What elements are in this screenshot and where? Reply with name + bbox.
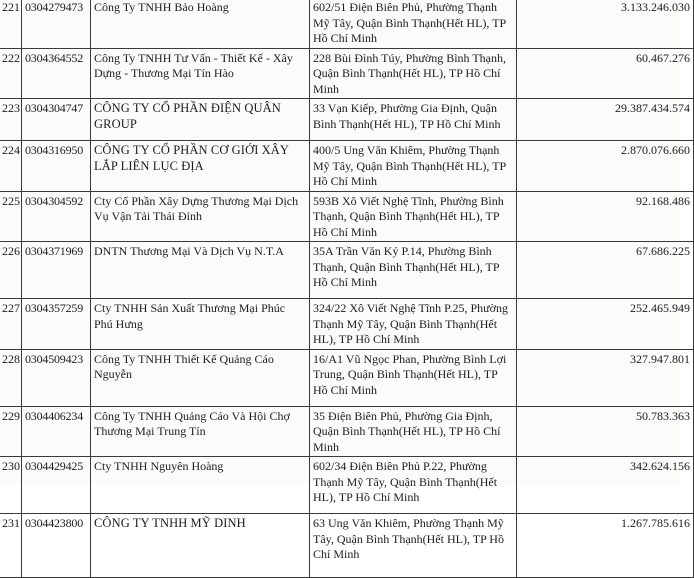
company-name: DNTN Thương Mại Và Dịch Vụ N.T.A (91, 242, 310, 299)
row-number: 223 (0, 99, 22, 141)
row-number: 221 (0, 0, 22, 48)
debt-amount: 92.168.486 (517, 191, 694, 242)
tax-code: 0304371969 (22, 242, 91, 299)
row-number: 227 (0, 299, 22, 350)
company-name: CÔNG TY TNHH MỸ DINH (91, 514, 310, 578)
row-number: 231 (0, 514, 22, 578)
tax-code: 0304304592 (22, 191, 91, 242)
company-address: 593B Xô Viết Nghệ Tĩnh, Phường Bình Thạnh, Quận Bình Thạnh(Hết HL), TP Hồ Chí Minh (310, 191, 517, 242)
company-address: 228 Bùi Đình Túy, Phường Bình Thạnh, Quận Bình Thạnh(Hết HL), TP Hồ Chí Minh (310, 48, 517, 99)
debt-amount: 3.133.246.030 (517, 0, 694, 48)
row-number: 228 (0, 349, 22, 406)
company-address: 400/5 Ung Văn Khiêm, Phường Thạnh Mỹ Tây, Quận Bình Thạnh(Hết HL), TP Hồ Chí Minh (310, 141, 517, 192)
debt-amount: 2.870.076.660 (517, 141, 694, 192)
table-row (0, 48, 694, 99)
table-row (0, 0, 694, 48)
tax-code: 0304357259 (22, 299, 91, 350)
table-row (0, 457, 694, 514)
table-row (0, 299, 694, 350)
table-row (0, 141, 694, 192)
table-row (0, 99, 694, 141)
company-name: Cty TNHH Sản Xuất Thương Mại Phúc Phú Hưng (91, 299, 310, 350)
tax-code: 0304304747 (22, 99, 91, 141)
tax-code: 0304429425 (22, 457, 91, 514)
row-number: 225 (0, 191, 22, 242)
company-address: 16/A1 Vũ Ngọc Phan, Phường Bình Lợi Trung, Quận Bình Thạnh(Hết HL), TP Hồ Chí Minh (310, 349, 517, 406)
company-name: Cty Cổ Phần Xây Dựng Thương Mại Dịch Vụ Vận Tải Thái Đỉnh (91, 191, 310, 242)
table-row (0, 406, 694, 457)
company-address: 35 Điện Biên Phủ, Phường Gia Định, Quận Bình Thạnh(Hết HL), TP Hồ Chí Minh (310, 406, 517, 457)
company-address: 602/51 Điện Biên Phủ, Phường Thạnh Mỹ Tây, Quận Bình Thạnh(Hết HL), TP Hồ Chí Minh (310, 0, 517, 48)
company-name: Công Ty TNHH Quảng Cáo Và Hội Chợ Thương Mại Trung Tín (91, 406, 310, 457)
company-address: 324/22 Xô Viết Nghệ Tĩnh P.25, Phường Thạnh Mỹ Tây, Quận Bình Thạnh(Hết HL), TP Hồ Chí Minh (310, 299, 517, 350)
company-address: 33 Vạn Kiếp, Phường Gia Định, Quận Bình Thạnh(Hết HL), TP Hồ Chí Minh (310, 99, 517, 141)
tax-code: 0304279473 (22, 0, 91, 48)
company-name: CÔNG TY CỔ PHẦN ĐIỆN QUÂN GROUP (91, 99, 310, 141)
company-name: Cty TNHH Nguyên Hoàng (91, 457, 310, 514)
row-number: 230 (0, 457, 22, 514)
company-name: Công Ty TNHH Bảo Hoàng (91, 0, 310, 48)
tax-code: 0304509423 (22, 349, 91, 406)
table-row (0, 514, 694, 578)
tax-code: 0304316950 (22, 141, 91, 192)
debt-amount: 60.467.276 (517, 48, 694, 99)
company-name: Công Ty TNHH Thiết Kế Quảng Cáo Nguyễn (91, 349, 310, 406)
debt-amount: 342.624.156 (517, 457, 694, 514)
table-row (0, 191, 694, 242)
company-address: 63 Ung Văn Khiêm, Phường Thạnh Mỹ Tây, Quận Bình Thạnh(Hết HL), TP Hồ Chí Minh (310, 514, 517, 578)
table-row (0, 349, 694, 406)
table-row (0, 242, 694, 299)
row-number: 226 (0, 242, 22, 299)
tax-code: 0304364552 (22, 48, 91, 99)
debt-amount: 50.783.363 (517, 406, 694, 457)
row-number: 229 (0, 406, 22, 457)
tax-code: 0304423800 (22, 514, 91, 578)
debt-amount: 327.947.801 (517, 349, 694, 406)
debt-amount: 67.686.225 (517, 242, 694, 299)
debt-amount: 252.465.949 (517, 299, 694, 350)
debt-amount: 29.387.434.574 (517, 99, 694, 141)
company-address: 35A Trần Văn Kỷ P.14, Phường Bình Thạnh, Quận Bình Thạnh(Hết HL), TP Hồ Chí Minh (310, 242, 517, 299)
company-address: 602/34 Điện Biên Phủ P.22, Phường Thạnh Mỹ Tây, Quận Bình Thạnh(Hết HL), TP Hồ Chí Minh (310, 457, 517, 514)
company-name: CÔNG TY CỔ PHẦN CƠ GIỚI XÂY LẮP LIÊN LỤC ĐỊA (91, 141, 310, 192)
debt-amount: 1.267.785.616 (517, 514, 694, 578)
tax-code: 0304406234 (22, 406, 91, 457)
row-number: 224 (0, 141, 22, 192)
company-name: Công Ty TNHH Tư Vấn - Thiết Kế - Xây Dựng - Thương Mại Tín Hào (91, 48, 310, 99)
row-number: 222 (0, 48, 22, 99)
